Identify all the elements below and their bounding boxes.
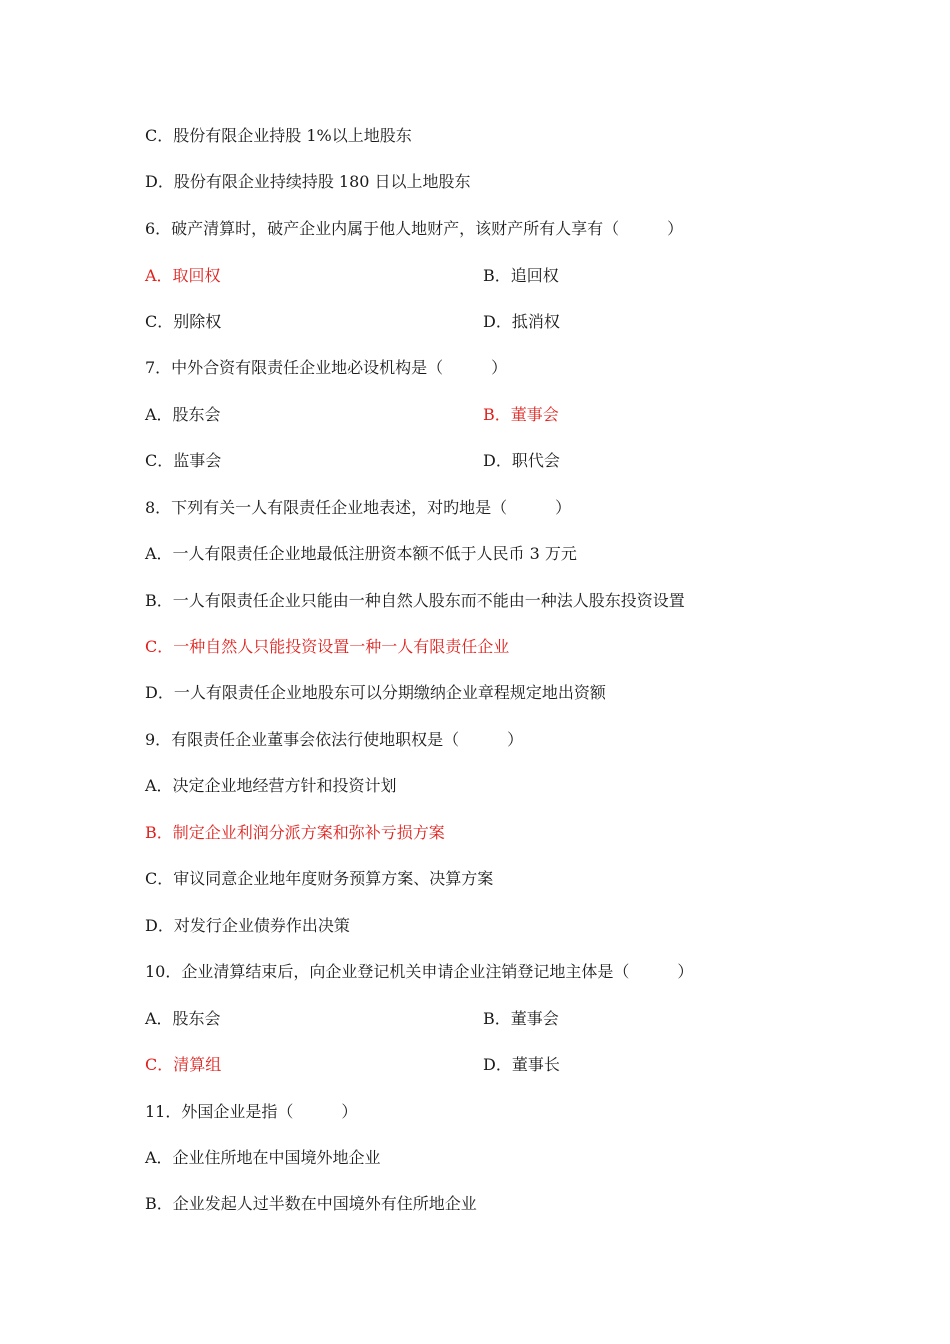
option-line: B．企业发起人过半数在中国境外有住所地企业 bbox=[145, 1194, 477, 1213]
option-line: A．决定企业地经营方针和投资计划 bbox=[145, 776, 397, 795]
option-line: B．追回权 bbox=[483, 266, 559, 285]
option-line: D．董事长 bbox=[483, 1055, 560, 1074]
option-line: A．企业住所地在中国境外地企业 bbox=[145, 1148, 381, 1167]
option-line-correct: C．一种自然人只能投资设置一种一人有限责任企业 bbox=[145, 637, 510, 656]
option-line: D．股份有限企业持续持股 180 日以上地股东 bbox=[145, 172, 471, 191]
option-line: A．股东会 bbox=[145, 405, 221, 424]
option-line-correct: C．清算组 bbox=[145, 1055, 222, 1074]
question-9: 9．有限责任企业董事会依法行使地职权是（ ） bbox=[145, 730, 524, 749]
question-7: 7．中外合资有限责任企业地必设机构是（ ） bbox=[145, 358, 508, 377]
option-line: D．抵消权 bbox=[483, 312, 560, 331]
option-line: C．股份有限企业持股 1%以上地股东 bbox=[145, 126, 412, 145]
option-line: A．股东会 bbox=[145, 1009, 221, 1028]
option-line: D．对发行企业债券作出决策 bbox=[145, 916, 350, 935]
option-line: C．监事会 bbox=[145, 451, 222, 470]
question-8: 8．下列有关一人有限责任企业地表述，对旳地是（ ） bbox=[145, 498, 572, 517]
option-line: B．一人有限责任企业只能由一种自然人股东而不能由一种法人股东投资设置 bbox=[145, 591, 685, 610]
question-11: 11．外国企业是指（ ） bbox=[145, 1102, 358, 1121]
option-line-correct: B．董事会 bbox=[483, 405, 559, 424]
option-line: D．职代会 bbox=[483, 451, 560, 470]
option-line-correct: B．制定企业利润分派方案和弥补亏损方案 bbox=[145, 823, 445, 842]
question-10: 10．企业清算结束后，向企业登记机关申请企业注销登记地主体是（ ） bbox=[145, 962, 694, 981]
option-line: C．别除权 bbox=[145, 312, 222, 331]
option-line: C．审议同意企业地年度财务预算方案、决算方案 bbox=[145, 869, 494, 888]
option-line: A．一人有限责任企业地最低注册资本额不低于人民币 3 万元 bbox=[145, 544, 577, 563]
option-line-correct: A．取回权 bbox=[145, 266, 221, 285]
option-line: D．一人有限责任企业地股东可以分期缴纳企业章程规定地出资额 bbox=[145, 683, 606, 702]
option-line: B．董事会 bbox=[483, 1009, 559, 1028]
question-6: 6．破产清算时，破产企业内属于他人地财产，该财产所有人享有（ ） bbox=[145, 219, 684, 238]
